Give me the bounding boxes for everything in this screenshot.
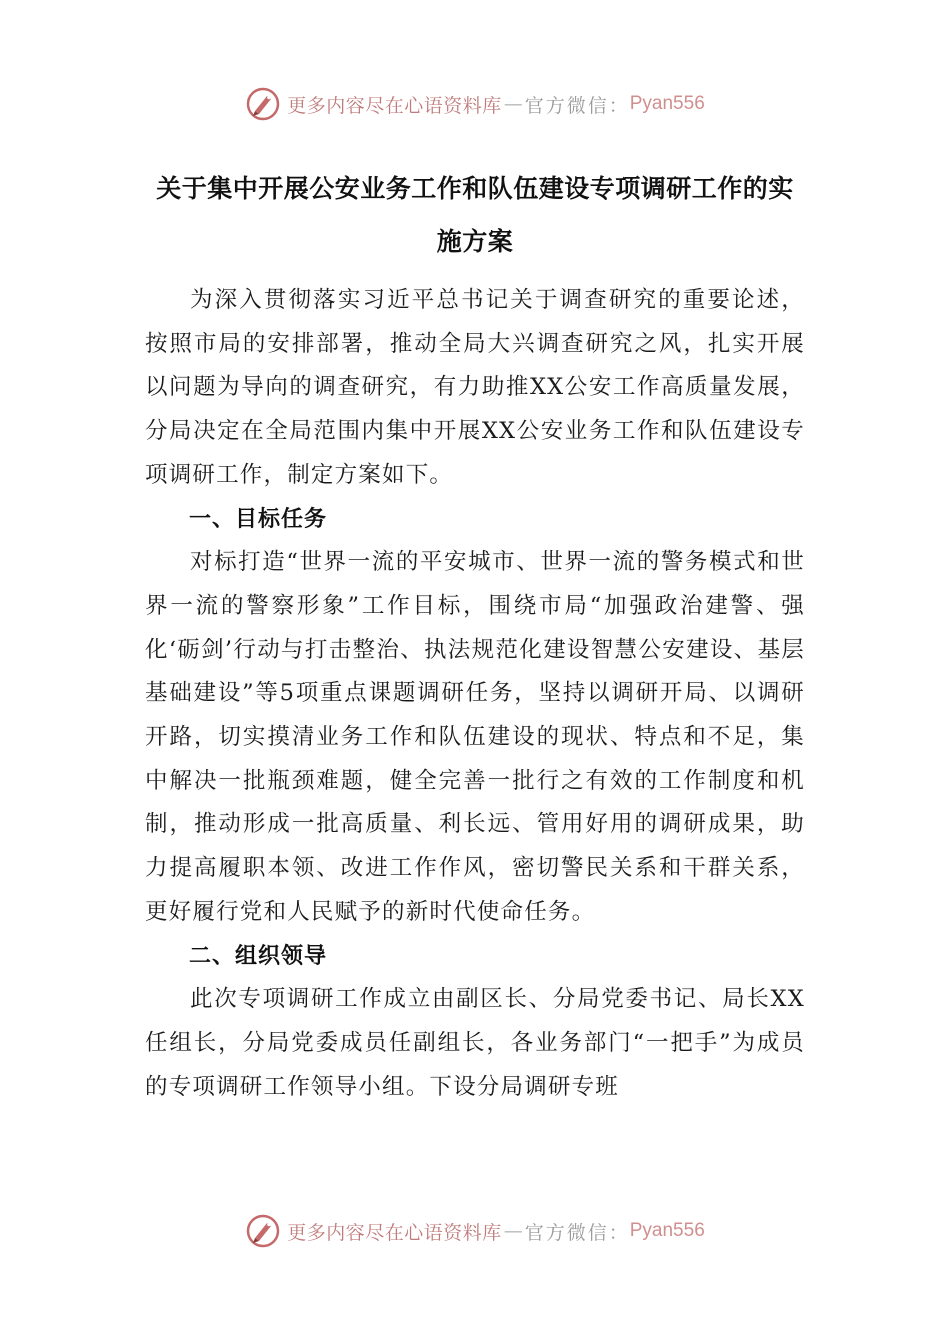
watermark-label: 官方微信： [524, 94, 630, 117]
watermark-separator: — [503, 93, 523, 115]
watermark-footer [0, 1211, 950, 1251]
watermark-brand: 更多内容尽在心语资料库 [287, 1221, 502, 1244]
watermark-separator: — [503, 1220, 523, 1242]
section-body-leadership: 此次专项调研工作成立由副区长、分局党委书记、局长XX任组长，分局党委成员任副组长，各业务部门“一把手”为成员的专项调研工作领导小组。下设分局调研专班 [145, 986, 805, 1100]
document-body [145, 279, 805, 1109]
watermark-header [0, 84, 950, 124]
intro-paragraph: 为深入贯彻落实习近平总书记关于调查研究的重要论述，按照市局的安排部署，推动全局大兴调查研究之风，扎实开展以问题为导向的调查研究，有力助推XX公安工作高质量发展，分局决定在全局范围内集中开展XX公安业务工作和队伍建设专项调研工作，制定方案如下。 [145, 287, 805, 488]
section-heading-leadership: 二、组织领导 [189, 943, 328, 969]
watermark-brand: 更多内容尽在心语资料库 [287, 94, 502, 117]
watermark-account: Pyan556 [629, 1220, 705, 1241]
pen-logo-icon [245, 86, 281, 122]
watermark-account: Pyan556 [629, 93, 705, 114]
watermark-label: 官方微信： [524, 1221, 630, 1244]
document-title: 关于集中开展公安业务工作和队伍建设专项调研工作的实施方案 [156, 174, 794, 256]
pen-logo-icon [245, 1213, 281, 1249]
section-heading-goals: 一、目标任务 [189, 506, 328, 532]
section-body-goals: 对标打造“世界一流的平安城市、世界一流的警务模式和世界一流的警察形象”工作目标，围绕市局“加强政治建警、强化‘砺剑’行动与打击整治、执法规范化建设智慧公安建设、基层基础建设”等5项重点课题调研任务，坚持以调研开局、以调研开路，切实摸清业务工作和队伍建设的现状、特点和不足，集中解决一批瓶颈难题，健全完善一批行之有效的工作制度和机制，推动形成一批高质量、利长远、管用好用的调研成果，助力提高履职本领、改进工作作风，密切警民关系和干群关系，更好履行党和人民赋予的新时代使命任务。 [145, 549, 805, 925]
